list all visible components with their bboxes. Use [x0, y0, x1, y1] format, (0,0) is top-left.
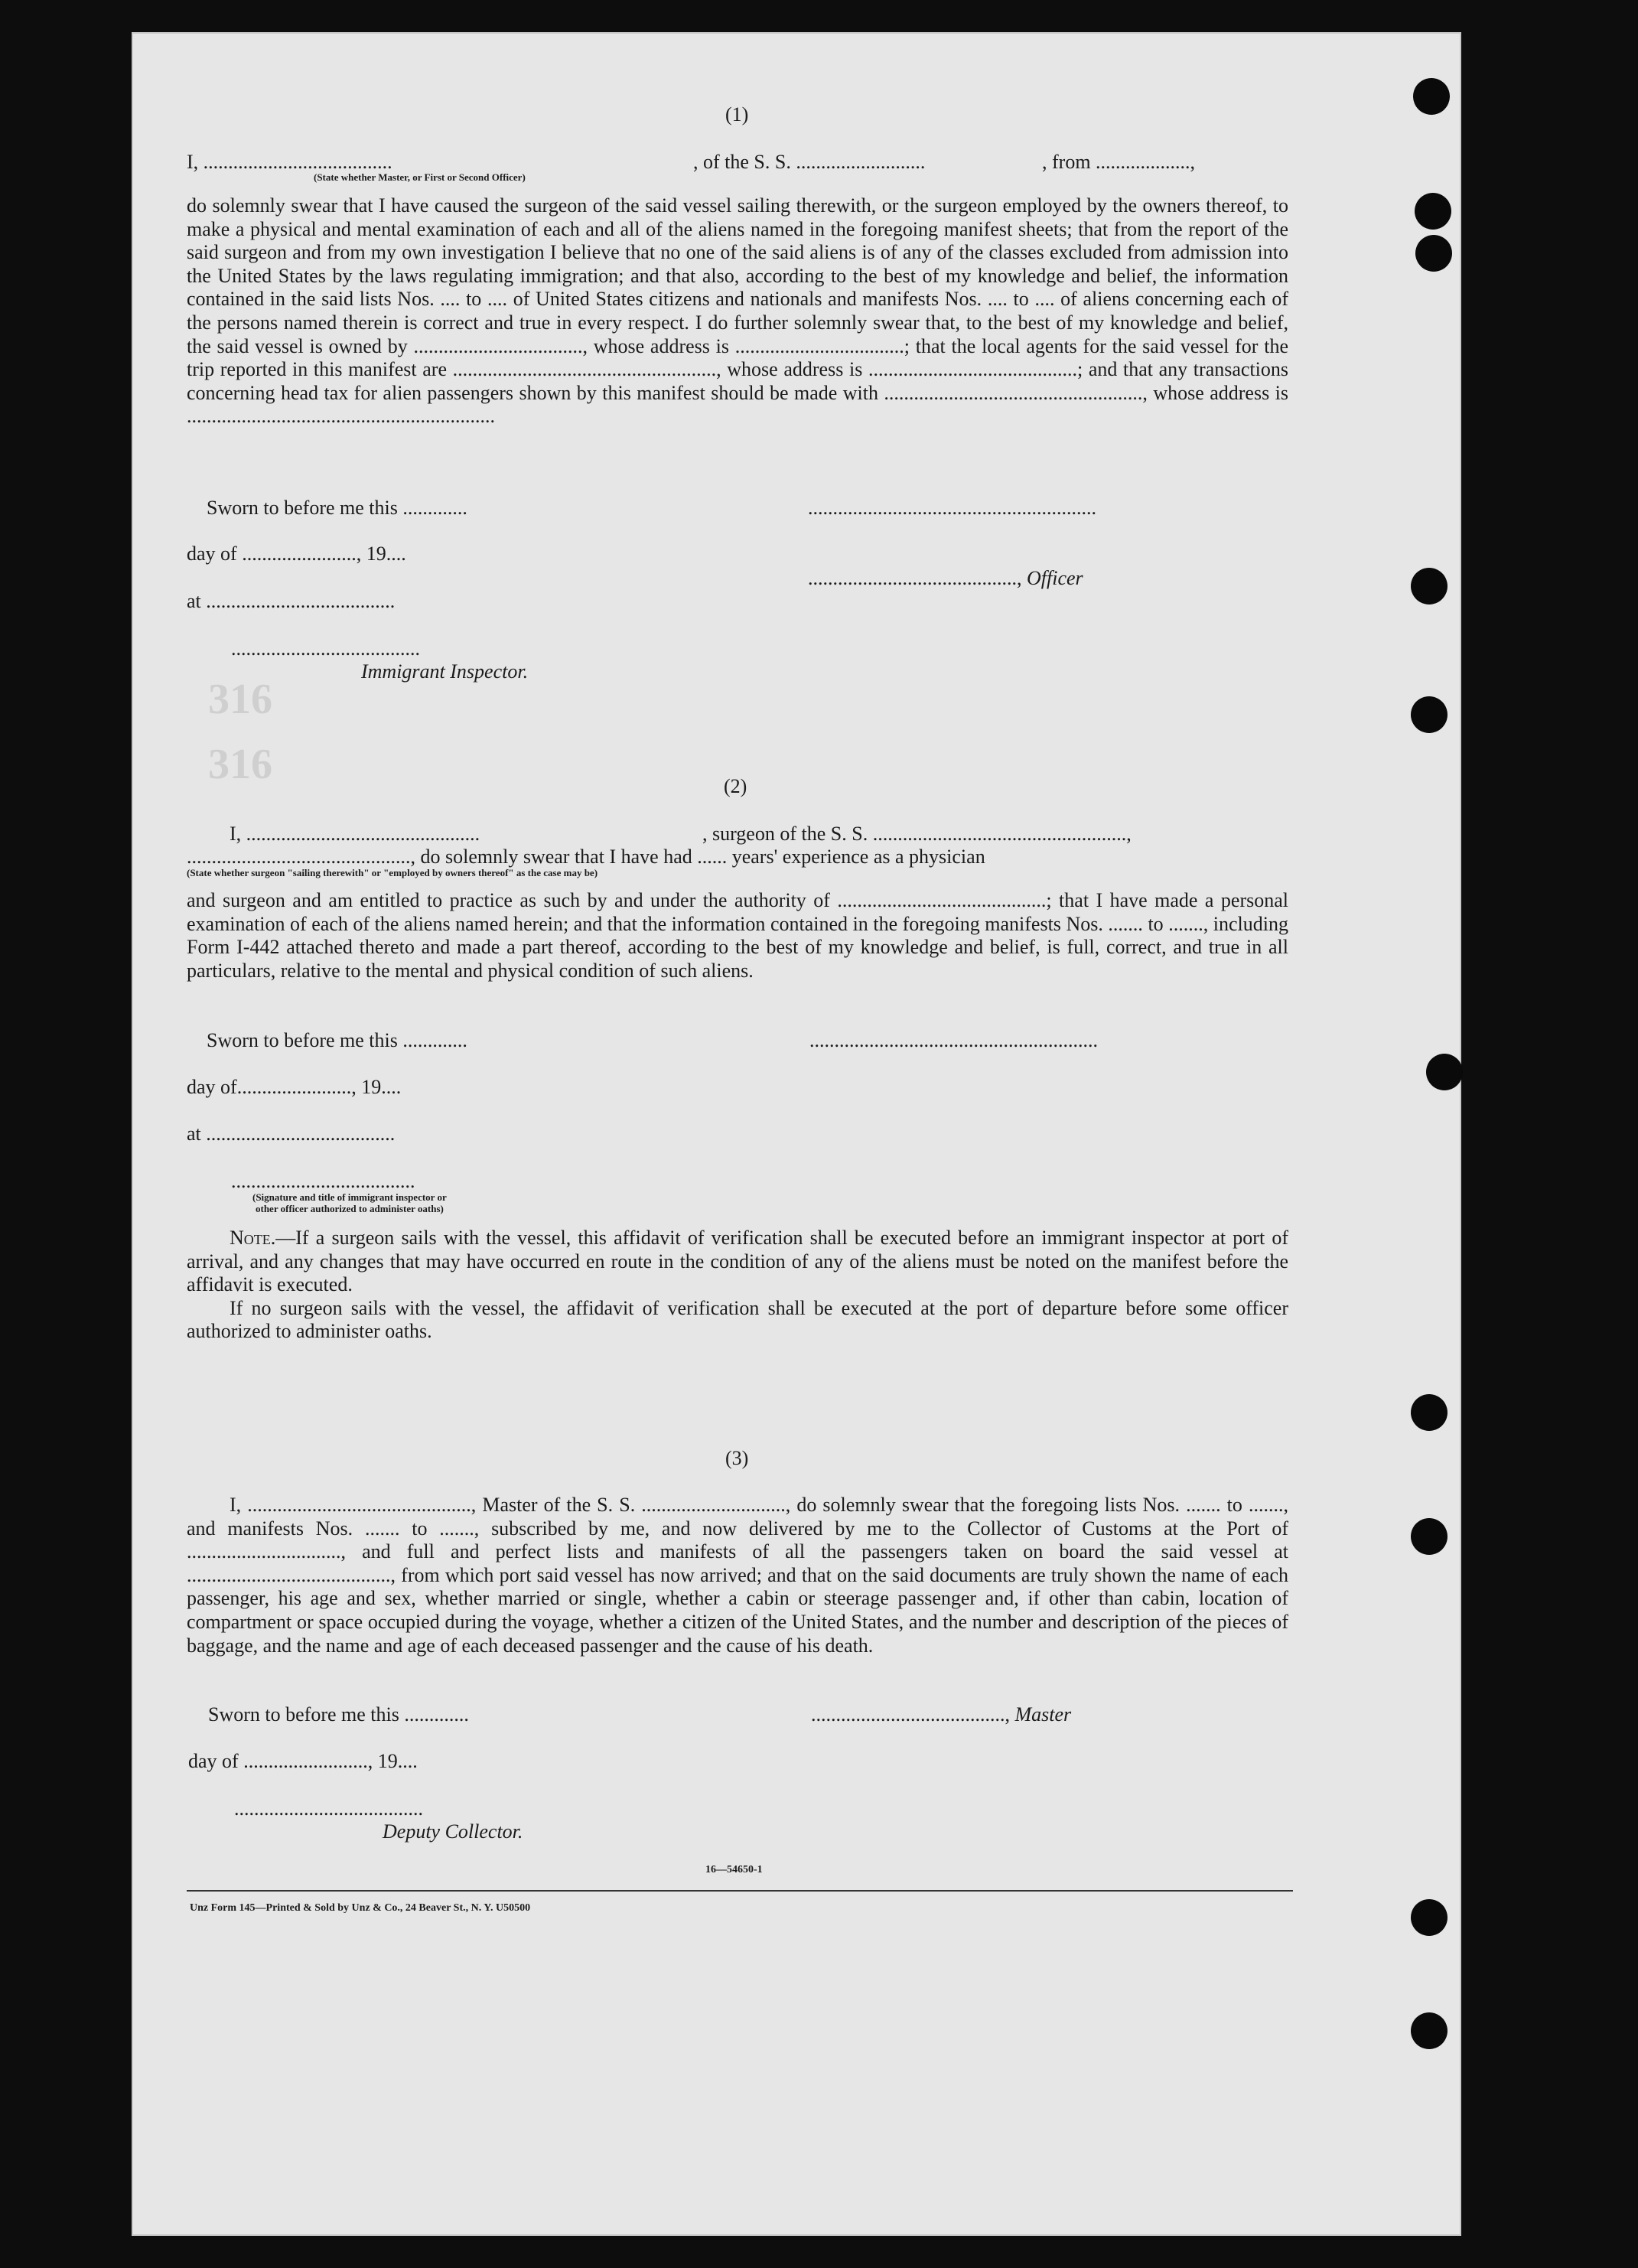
note-label: Note. [230, 1227, 276, 1249]
section-1-line-ship: , of the S. S. .......................... [693, 151, 926, 173]
section-2-sig-line-left: ..................................... [231, 1170, 415, 1192]
punch-hole [1411, 1899, 1447, 1936]
footer-printer: Unz Form 145—Printed & Sold by Unz & Co., 24 Beaver St., N. Y. U50500 [190, 1902, 531, 1914]
section-2-sig-caption-1: (Signature and title of immigrant inspector or [252, 1191, 447, 1203]
section-1-number: (1) [725, 103, 749, 125]
section-3-master-line [811, 1703, 1071, 1726]
section-3-collector-line: ...................................... [234, 1797, 423, 1820]
section-2-line-2: ............................................., do solemnly swear that I have had ...... years' experience as a physician [187, 846, 985, 868]
section-1-line-i: I, ...................................... [187, 151, 392, 173]
section-1-sworn: Sworn to before me this ............. [207, 497, 467, 519]
section-1-at: at ...................................... [187, 590, 396, 612]
note-text-1: —If a surgeon sails with the vessel, this affidavit of verification shall be executed before an immigrant inspector at port of arrival, and any changes that may have occurred en route in the condition of any of the aliens must be noted on the manifest before the affidavit is executed. [187, 1227, 1288, 1296]
section-1-master-note: (State whether Master, or First or Second Officer) [314, 171, 526, 183]
officer-dots: .........................................., [808, 567, 1027, 589]
master-dots: ......................................., [811, 1703, 1015, 1725]
note-text-2: If no surgeon sails with the vessel, the affidavit of verification shall be executed at the port of departure before some officer authorized to administer oaths. [187, 1296, 1288, 1341]
section-3-body: I, ............................................., Master of the S. S. ............................., do solemnly swear that the foregoing lists Nos. ....... to ......., and manifests Nos. ....... to ......., subscribed by me, and now delivered by me to the Collector of Customs at the Port of ..............................., and full and perfect lists and manifests of all the passengers taken on board the said vessel at ........................................., from which port said vessel has now arrived; and that on the said documents are truly shown the name of each passenger, his age and sex, whether married or single, whether a cabin or steerage passenger and, if other than cabin, location of compartment or space occupied during the voyage, whether a citizen of the United States, and the number and description of the pieces of baggage, and the name and age of each deceased passenger and the cause of his death. [187, 1494, 1288, 1657]
margin-mark: 316 [208, 741, 272, 788]
section-1-day: day of ......................., 19.... [187, 543, 406, 565]
section-2-body: and surgeon and am entitled to practice as such by and under the authority of ..........................................; that I have made a personal examination of each of the aliens named herein; and that the information contained in the foregoing manifests Nos. ....... to ......., including Form I-442 attached thereto and made a part thereof, according to the best of my knowledge and belief, is full, correct, and true in all particulars, relative to the mental and physical condition of such aliens. [187, 889, 1288, 982]
section-3-day: day of ........................., 19.... [188, 1750, 418, 1772]
punch-hole [1411, 568, 1447, 604]
section-2-number: (2) [724, 775, 747, 797]
section-2-at: at ...................................... [187, 1123, 396, 1145]
margin-mark: 316 [208, 676, 272, 723]
section-1-line-from: , from ..................., [1042, 151, 1196, 173]
section-2-day: day of......................., 19.... [187, 1076, 402, 1098]
footer-rule [187, 1890, 1293, 1892]
section-1-inspector-line: ...................................... [231, 637, 420, 660]
punch-hole [1415, 193, 1451, 230]
section-2-line-i: I, ............................................... [230, 823, 480, 845]
section-2-line-surgeon: , surgeon of the S. S. ..................................................., [702, 823, 1132, 845]
master-label: Master [1014, 1703, 1072, 1725]
section-2-signature-line: .......................................................... [809, 1029, 1098, 1051]
punch-hole [1413, 78, 1450, 115]
punch-hole [1426, 1054, 1463, 1090]
section-1-inspector-label: Immigrant Inspector. [361, 660, 529, 683]
section-3-collector-label: Deputy Collector. [383, 1820, 523, 1843]
section-1-signature-line: .......................................................... [808, 497, 1096, 519]
punch-hole [1411, 1394, 1447, 1431]
section-1-officer-line [808, 566, 1083, 590]
form-number: 16—54650-1 [705, 1864, 763, 1875]
section-3-number: (3) [725, 1447, 749, 1469]
section-2-sworn: Sworn to before me this ............. [207, 1029, 467, 1051]
officer-label: Officer [1027, 567, 1083, 589]
punch-hole [1411, 696, 1447, 733]
punch-hole [1411, 1518, 1447, 1555]
section-2-sig-caption-2: other officer authorized to administer oaths) [256, 1203, 444, 1214]
section-3-sworn: Sworn to before me this ............. [208, 1703, 469, 1725]
section-1-body: do solemnly swear that I have caused the surgeon of the said vessel sailing therewith, or the surgeon employed by the owners thereof, to make a physical and mental examination of each and all of the aliens named in the foregoing manifest sheets; that from the report of the said surgeon and from my own investigation I believe that no one of the said aliens is of any of the classes excluded from admission into the United States by the laws regulating immigration; and that also, according to the best of my knowledge and belief, the information contained in the said lists Nos. .... to .... of United States citizens and nationals and manifests Nos. .... to .... of aliens concerning each of the persons named therein is correct and true in every respect. I do further solemnly swear that, to the best of my knowledge and belief, the said vessel is owned by .................................., whose address is ..................................; that the local agents for the said vessel for the trip reported in this manifest are ....................................................., whose address is ..........................................; and that any transactions concerning head tax for alien passengers shown by this manifest should be made with ...................................................., whose address is .............................................................. [187, 194, 1288, 428]
punch-hole [1415, 235, 1452, 272]
section-2-surgeon-note: (State whether surgeon "sailing therewith" or "employed by owners thereof" as the case may be) [187, 867, 598, 878]
section-2-note [187, 1227, 1288, 1341]
punch-hole [1411, 2012, 1447, 2049]
